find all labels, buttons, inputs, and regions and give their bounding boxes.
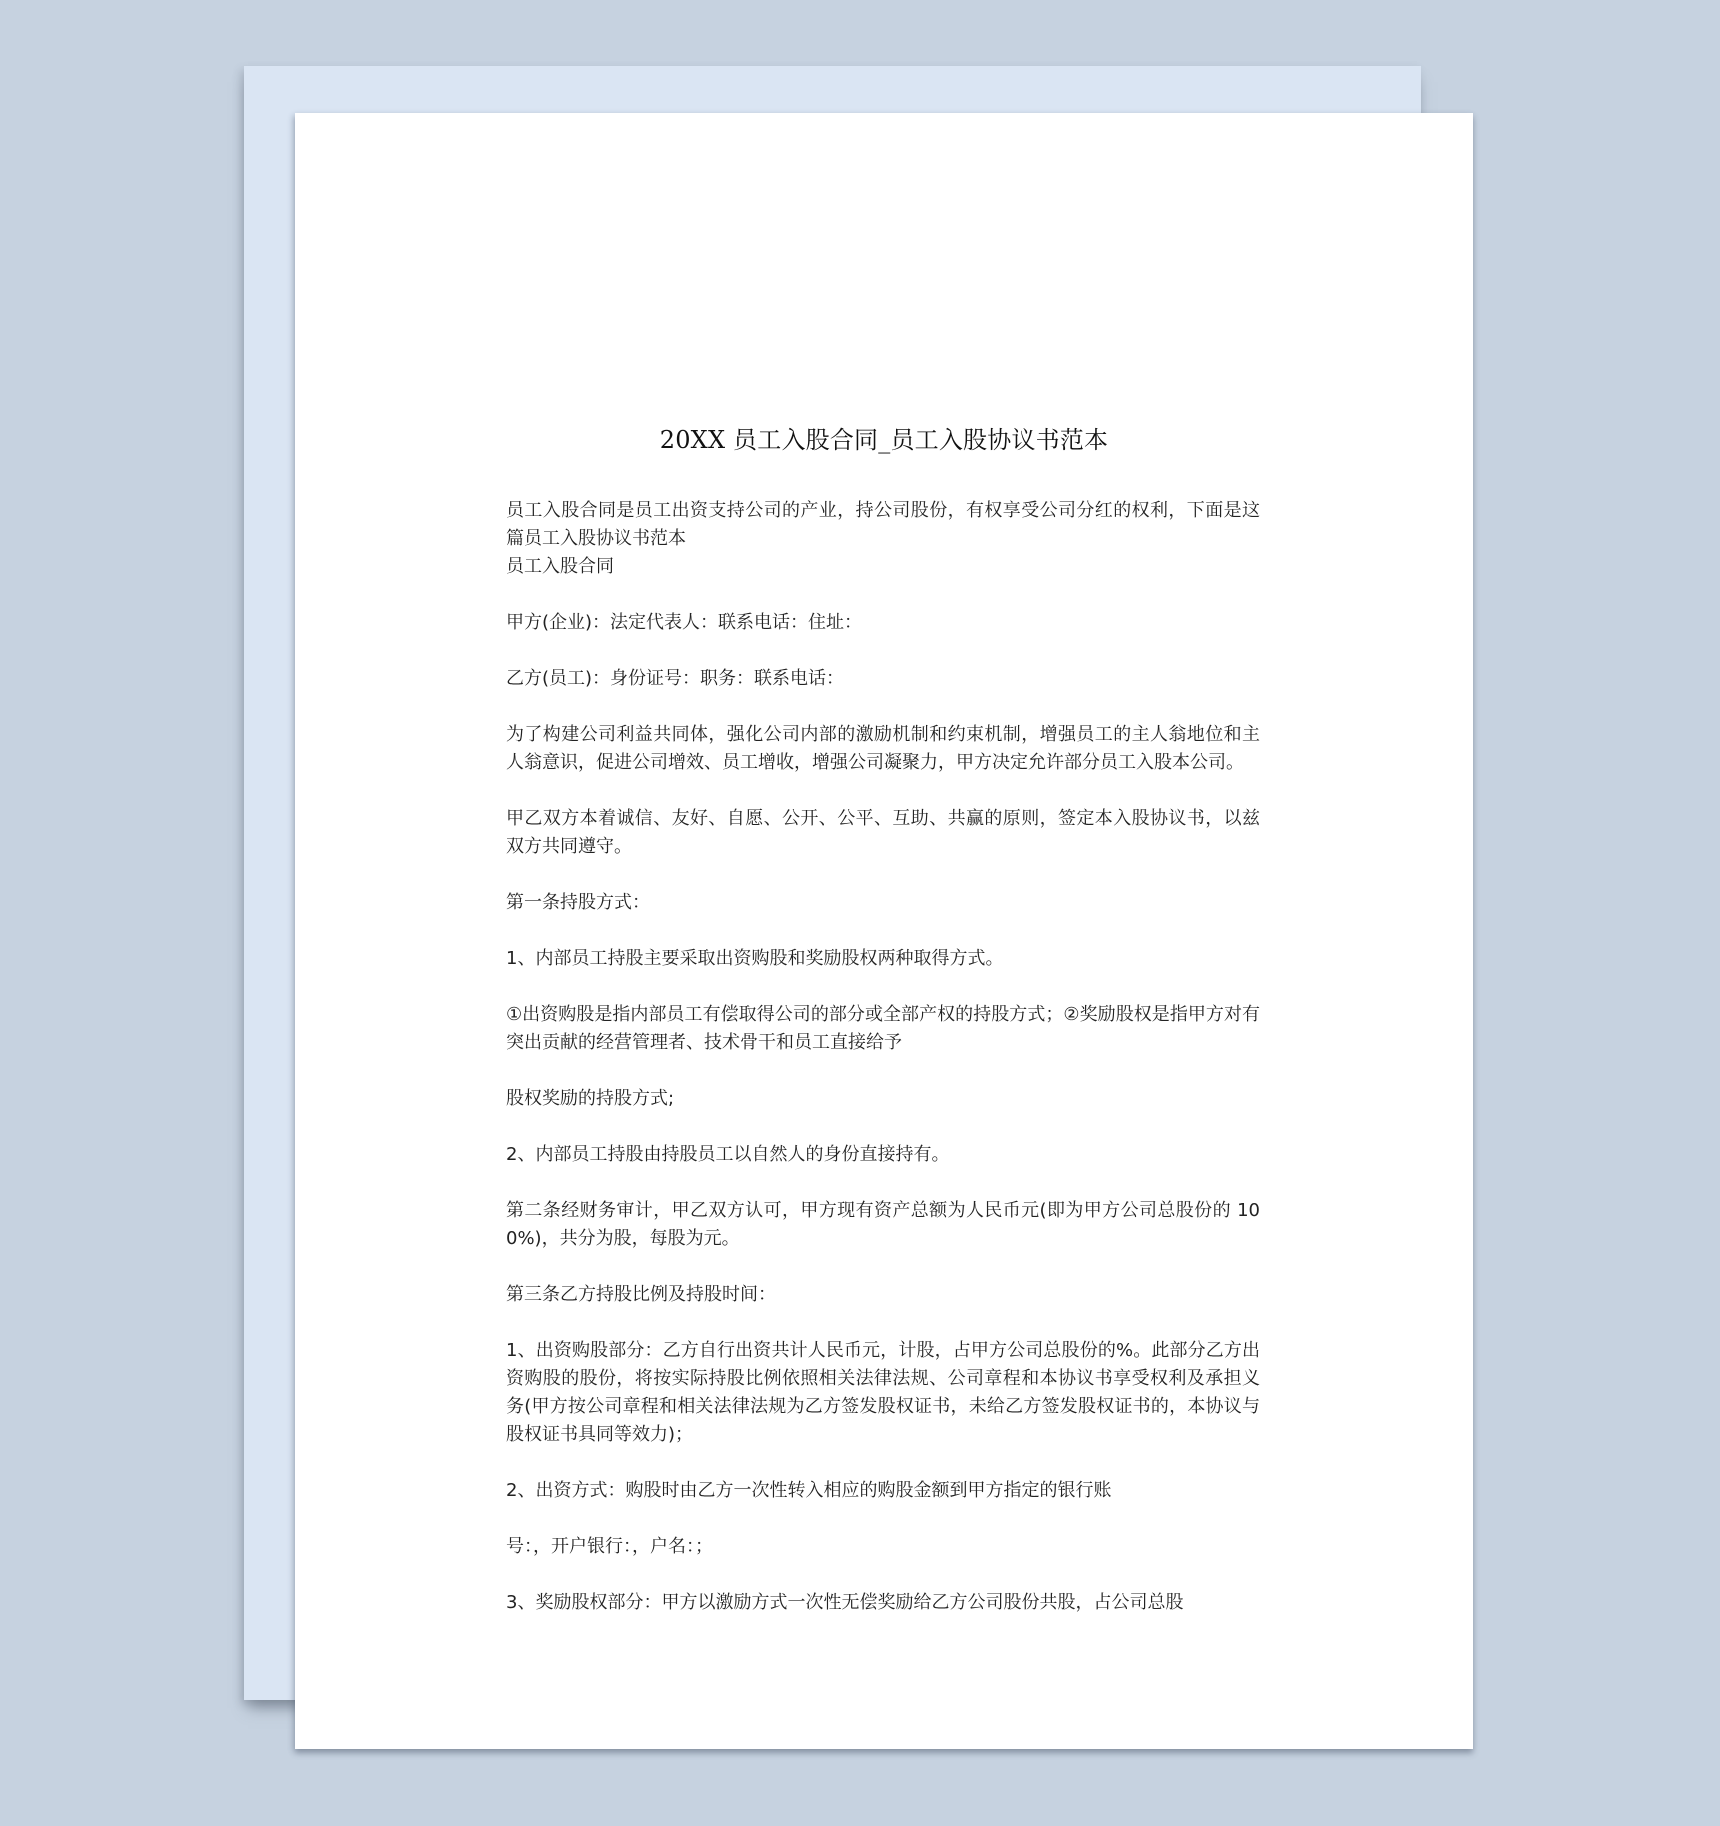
document-title: 20XX 员工入股合同_员工入股协议书范本 <box>659 426 1109 454</box>
paragraph-article-3-item-2-cont: 号：，开户银行：，户名：； <box>506 1536 713 1557</box>
paragraph-article-3-heading: 第三条乙方持股比例及持股时间： <box>506 1284 776 1305</box>
paragraph-article-3-item-2: 2、出资方式：购股时由乙方一次性转入相应的购股金额到甲方指定的银行账 <box>506 1480 1112 1501</box>
paragraph-article-2: 第二条经财务审计，甲乙双方认可，甲方现有资产总额为人民币元(即为甲方公司总股份的 100%)，共分为股，每股为元。 <box>506 1200 1260 1249</box>
paragraph-contract-heading: 员工入股合同 <box>506 556 614 577</box>
paragraph-article-1-definitions: ①出资购股是指内部员工有偿取得公司的部分或全部产权的持股方式；②奖励股权是指甲方对有突出贡献的经营管理者、技术骨干和员工直接给予 <box>506 1004 1260 1053</box>
document-body <box>506 497 1260 1645</box>
paragraph-party-b: 乙方(员工)：身份证号：职务：联系电话： <box>506 668 845 689</box>
paragraph-intro: 员工入股合同是员工出资支持公司的产业，持公司股份，有权享受公司分红的权利，下面是这篇员工入股协议书范本 <box>506 500 1260 549</box>
paragraph-article-1-heading: 第一条持股方式： <box>506 892 650 913</box>
paragraph-principles: 甲乙双方本着诚信、友好、自愿、公开、公平、互助、共赢的原则，签定本入股协议书，以兹双方共同遵守。 <box>506 808 1260 857</box>
paragraph-article-1-definitions-cont: 股权奖励的持股方式; <box>506 1088 675 1109</box>
document-page <box>295 113 1473 1749</box>
paragraph-article-3-item-1: 1、出资购股部分：乙方自行出资共计人民币元，计股，占甲方公司总股份的%。此部分乙方出资购股的股份，将按实际持股比例依照相关法律法规、公司章程和本协议书享受权利及承担义务(甲方按公司章程和相关法律法规为乙方签发股权证书，未给乙方签发股权证书的，本协议与股权证书具同等效力)； <box>506 1340 1260 1445</box>
paragraph-party-a: 甲方(企业)：法定代表人：联系电话：住址： <box>506 612 863 633</box>
paragraph-article-1-item-2: 2、内部员工持股由持股员工以自然人的身份直接持有。 <box>506 1144 950 1165</box>
paragraph-purpose: 为了构建公司利益共同体，强化公司内部的激励机制和约束机制，增强员工的主人翁地位和主人翁意识，促进公司增效、员工增收，增强公司凝聚力，甲方决定允许部分员工入股本公司。 <box>506 724 1260 773</box>
paragraph-article-1-item-1: 1、内部员工持股主要采取出资购股和奖励股权两种取得方式。 <box>506 948 1004 969</box>
paragraph-article-3-item-3: 3、奖励股权部分：甲方以激励方式一次性无偿奖励给乙方公司股份共股，占公司总股 <box>506 1592 1184 1613</box>
